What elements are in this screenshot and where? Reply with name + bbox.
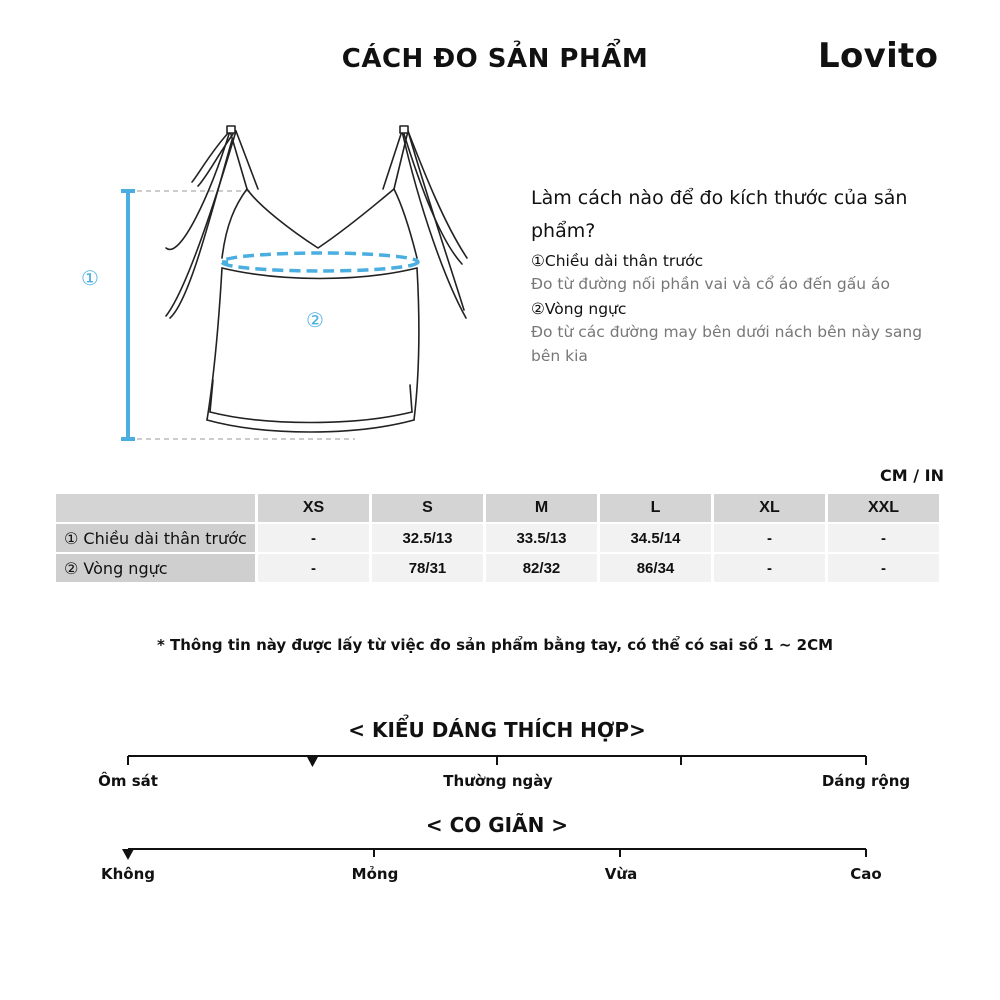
header-cell: L xyxy=(600,494,711,522)
page-title: CÁCH ĐO SẢN PHẨM xyxy=(341,44,649,74)
table-cell: 34.5/14 xyxy=(600,524,711,552)
header-cell: S xyxy=(372,494,483,522)
row-label: ② Vòng ngực xyxy=(56,554,255,582)
table-cell: - xyxy=(714,524,825,552)
stretch-label: Không xyxy=(100,865,156,883)
measurement-note: * Thông tin này được lấy từ việc đo sản phẩm bằng tay, có thể có sai số 1 ~ 2CM xyxy=(156,636,834,654)
table-cell: 86/34 xyxy=(600,554,711,582)
instructions-title: Làm cách nào để đo kích thước của sản phẩm? xyxy=(531,187,908,242)
fit-scale-title: < KIỂU DÁNG THÍCH HỢP> xyxy=(348,718,646,742)
stretch-label: Mỏng xyxy=(351,865,399,883)
stretch-label: Cao xyxy=(850,865,882,883)
table-cell: - xyxy=(828,554,939,582)
table-cell: - xyxy=(714,554,825,582)
fit-scale-marker xyxy=(307,756,319,767)
unit-label: CM / IN xyxy=(880,466,944,485)
header-cell: M xyxy=(486,494,597,522)
length-measure-number: ① xyxy=(81,266,99,290)
stretch-scale-marker xyxy=(122,849,134,860)
table-cell: - xyxy=(258,524,369,552)
fit-label: Thường ngày xyxy=(443,772,553,790)
brand-logo: Lovito xyxy=(818,36,939,76)
instruction-name: ②Vòng ngực xyxy=(531,300,627,318)
header-cell: XS xyxy=(258,494,369,522)
instruction-desc: Đo từ các đường may bên dưới nách bên này sang bên kia xyxy=(531,323,923,365)
table-cell: - xyxy=(828,524,939,552)
table-cell: 82/32 xyxy=(486,554,597,582)
table-cell: 78/31 xyxy=(372,554,483,582)
fit-label: Dáng rộng xyxy=(821,772,911,790)
table-cell: 32.5/13 xyxy=(372,524,483,552)
bust-measure-number: ② xyxy=(306,308,324,332)
row-label: ① Chiều dài thân trước xyxy=(56,524,255,552)
table-cell: - xyxy=(258,554,369,582)
fit-label: Ôm sát xyxy=(98,772,158,790)
instruction-name: ①Chiều dài thân trước xyxy=(531,252,704,270)
header-cell: XL xyxy=(714,494,825,522)
table-cell: 33.5/13 xyxy=(486,524,597,552)
header-cell: XXL xyxy=(828,494,939,522)
stretch-scale-title: < CO GIÃN > xyxy=(425,813,569,837)
instruction-desc: Đo từ đường nối phần vai và cổ áo đến gấu áo xyxy=(531,275,890,293)
stretch-label: Vừa xyxy=(604,865,638,883)
